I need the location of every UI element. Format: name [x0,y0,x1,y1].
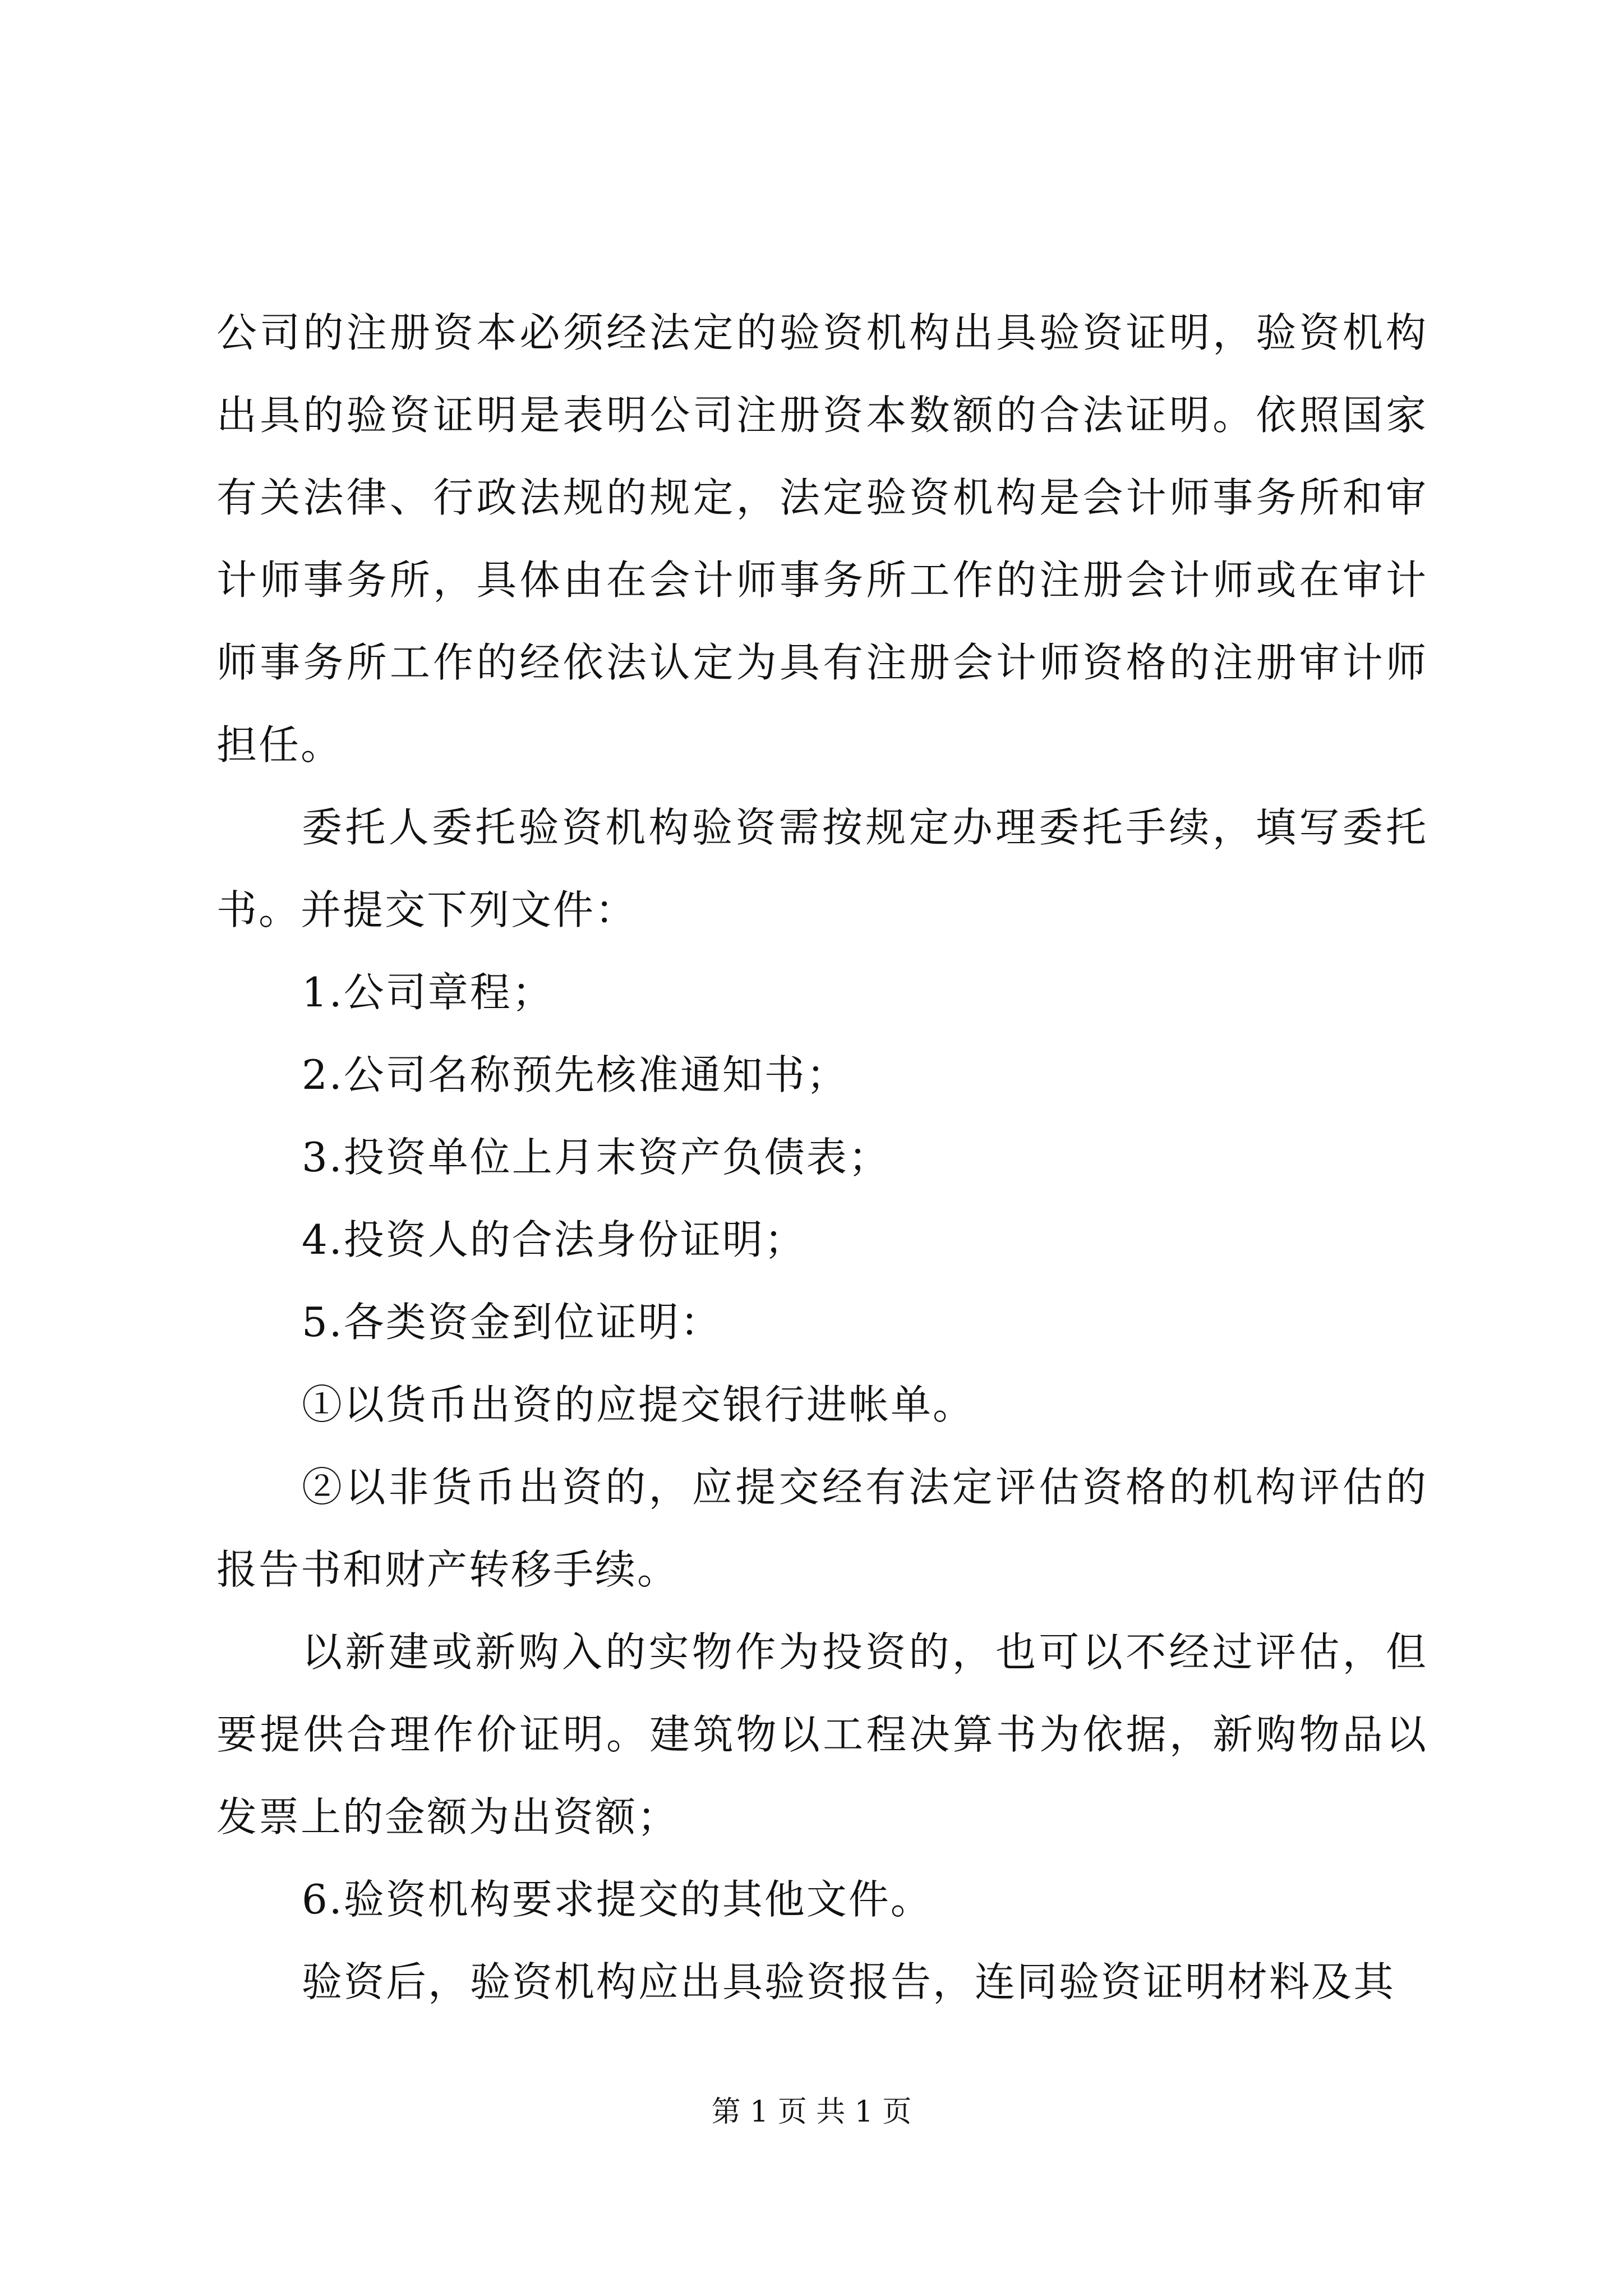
list-item-name-approval: 2.公司名称预先核准通知书； [302,1051,849,1098]
list-item-balance-sheet: 3.投资单位上月末资产负债表； [302,1134,891,1181]
paragraph-entrustment: 委托人委托验资机构验资需按规定办理委托手续，填写委托书。并提交下列文件： [216,804,1428,933]
paragraph-new-assets: 以新建或新购入的实物作为投资的，也可以不经过评估，但要提供合理作价证明。建筑物以工程决算书为依据，新购物品以发票上的金额为出资额； [216,1628,1428,1841]
sub-item-non-currency: ②以非货币出资的，应提交经有法定评估资格的机构评估的报告书和财产转移手续。 [216,1464,1428,1593]
paragraph-registered-capital: 公司的注册资本必须经法定的验资机构出具验资证明，验资机构出具的验资证明是表明公司注册资本数额的合法证明。依照国家有关法律、行政法规的规定，法定验资机构是会计师事务所和审计师事务所，具体由在会计师事务所工作的注册会计师或在审计师事务所工作的经依法认定为具有注册会计师资格的注册审计师担任。 [216,309,1428,769]
page-footer [0,2092,1623,2132]
document-body [216,292,1428,2023]
page-number-label: 第 1 页 共 1 页 [711,2095,912,2129]
sub-item-currency: ①以货币出资的应提交银行进帐单。 [302,1381,975,1428]
list-item-other-files: 6.验资机构要求提交的其他文件。 [302,1876,933,1923]
list-item-articles: 1.公司章程； [302,969,554,1016]
paragraph-after-verification: 验资后，验资机构应出具验资报告，连同验资证明材料及其 [302,1958,1396,2005]
list-item-identity-proof: 4.投资人的合法身份证明； [302,1216,806,1263]
list-item-funds-proof: 5.各类资金到位证明： [302,1299,722,1346]
